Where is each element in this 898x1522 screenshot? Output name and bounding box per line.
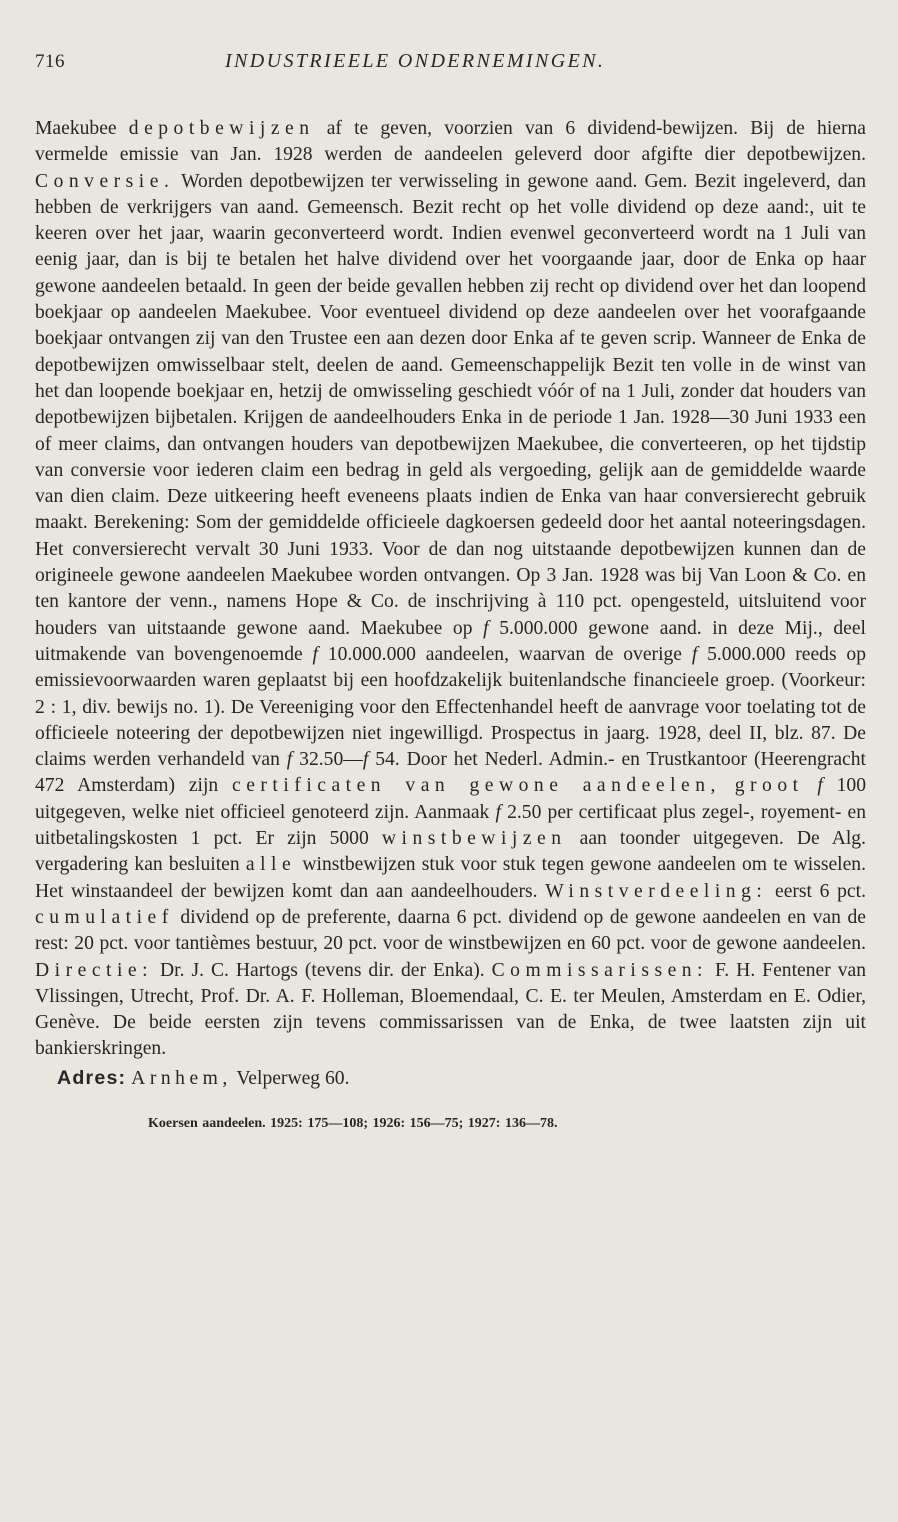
florin-symbol: f [362, 749, 369, 771]
address-city: Arnhem, [131, 1067, 232, 1089]
body-text-segment [804, 775, 818, 796]
spaced-emphasis-text: depotbewijzen [128, 118, 315, 139]
body-text-segment: F. H. Fentener van Vlissingen, Utrecht, Prof. Dr. A. F. Holleman, Bloemendaal, C. E. ter Meulen, Amsterdam en E. Odier, Genève. De beide eersten zijn tevens commissarissen van de Enka, de twee laatsten zijn uit bankierskringen. [35, 959, 866, 1060]
spaced-emphasis-text: certificaten van gewone aandeelen, [232, 775, 721, 797]
spaced-emphasis-text: winstbewijzen [381, 828, 567, 850]
share-prices-footer: Koersen aandeelen. 1925: 175—108; 1926: 156—75; 1927: 136—78. [148, 1115, 558, 1131]
body-text-segment: dividend op de preferente, daarna 6 pct. dividend op de gewone aandeelen en van de rest: 20 pct. voor tantièmes bestuur, 20 pct. voor de winstbewijzen en 60 pct. voor de gewone aandeelen. [35, 906, 866, 955]
address-street: Velperweg 60. [231, 1067, 350, 1089]
body-text-segment: 54. Door het Nederl. Admin.- en Trustkantoor (Heerengracht 472 Amsterdam) zijn [35, 749, 866, 797]
body-text-segment: 10.000.000 aandeelen, waarvan de overige [317, 643, 692, 665]
body-text-segment: Maekubee [35, 118, 129, 139]
body-text-segment: eerst 6 pct. [767, 880, 866, 902]
florin-symbol: f [691, 643, 698, 665]
body-paragraph [35, 116, 866, 1063]
running-title: INDUSTRIEELE ONDERNEMINGEN. [225, 50, 606, 72]
spaced-emphasis-text: Conversie. [35, 170, 175, 192]
body-text-segment: 32.50— [292, 749, 363, 771]
body-text-segment: 5.000.000 reeds op emissievoorwaarden waren geplaatst bij een hoofdzakelijk buitenlandsche financieele groep. (Voorkeur: 2 : 1, div. bewijs no. 1). De Vereeniging voor den Effectenhandel heeft de aanvrage voor toelating tot de officieele noteering der depotbewijzen niet ingewilligd. Prospectus in jaarg. 1928, deel II, blz. 87. De claims werden verhandeld van [35, 643, 867, 771]
spaced-emphasis-text: Winstverdeeling: [545, 880, 768, 902]
spaced-emphasis-text: cumulatief [35, 906, 174, 928]
florin-symbol: f [495, 801, 501, 823]
body-text-segment: winstbewijzen stuk voor stuk tegen gewone aandeelen om te wisselen. Het winstaandeel der bewijzen komt dan aan aandeelhouders. [35, 854, 866, 902]
florin-symbol: f [312, 643, 318, 665]
florin-symbol: f [286, 749, 293, 771]
spaced-emphasis-text: groot [734, 775, 804, 797]
spaced-emphasis-text: alle [245, 854, 297, 876]
spaced-emphasis-text: Commissarissen: [491, 959, 709, 981]
address-label: Adres: [57, 1066, 127, 1089]
florin-symbol: f [483, 617, 489, 639]
body-text-segment: Worden depotbewijzen ter verwisseling in gewone aand. Gem. Bezit ingeleverd, dan hebben de verkrijgers van aand. Gemeensch. Bezit recht op het volle dividend op deze aand:, uit te keeren over het jaar, waarin geconverteerd wordt. Indien evenwel geconverteerd wordt na 1 Juli van eenig jaar, dan is bij te betalen het halve dividend over het voorgaande jaar, door de Enka op haar gewone aandeelen betaald. In geen der beide gevallen hebben zij recht op dividend over het dan loopend boekjaar op aandeelen Maekubee. Voor eventueel dividend op deze aandeelen over het voorafgaande boekjaar ontvangen zij van den Trustee een aan dezen door Enka af te geven scrip. Wanneer de Enka de depotbewijzen omwisselbaar stelt, deelen de aand. Gemeenschappelijk Bezit ten volle in de winst van het dan loopende boekjaar en, hetzij de omwisseling geschiedt vóór of na 1 Juli, zonder dat houders van depotbewijzen bijbetalen. Krijgen de aandeelhouders Enka in de periode 1 Jan. 1928—30 Juni 1933 een of meer claims, dan ontvangen houders van depotbewijzen Maekubee, die converteeren, op het tijdstip van conversie voor iederen claim een bedrag in geld als vergoeding, gelijk aan de gemiddelde waarde van dien claim. Deze uitkeering heeft eveneens plaats indien de Enka van haar conversierecht gebruik maakt. Berekening: Som der gemiddelde officieele dagkoersen gedeeld door het aantal noteeringsdagen. Het conversierecht vervalt 30 Juni 1933. Voor de dan nog uitstaande depotbewijzen kunnen dan de origineele gewone aandeelen Maekubee worden ontvangen. Op 3 Jan. 1928 was bij Van Loon & Co. en ten kantore der venn., namens Hope & Co. de inschrijving à 110 pct. opengesteld, uitsluitend voor houders van uitstaande gewone aand. Maekubee op [35, 170, 866, 639]
body-text-segment: Dr. J. C. Hartogs (tevens dir. der Enka). [153, 959, 492, 981]
florin-symbol: f [817, 775, 823, 797]
page-header [35, 50, 866, 90]
page-number: 716 [35, 51, 65, 72]
body-text-segment: 2.50 per certificaat plus zegel-, royement- en uitbetalingskosten 1 pct. Er zijn 5000 [35, 801, 866, 850]
body-text-segment [721, 775, 735, 796]
body-text-segment: aan toonder uitgegeven. De Alg. vergadering kan besluiten [35, 828, 866, 876]
address-line [35, 1065, 866, 1092]
body-text-segment: 5.000.000 gewone aand. in deze Mij., deel uitmakende van bovengenoemde [35, 617, 866, 665]
spaced-emphasis-text: Directie: [35, 959, 154, 981]
body-text-segment: af te geven, voorzien van 6 dividend-bewijzen. Bij de hierna vermelde emissie van Jan. 1928 werden de aandeelen geleverd door afgifte dier depotbewijzen. [35, 118, 866, 166]
body-text-segment: 100 uitgegeven, welke niet officieel genoteerd zijn. Aanmaak [35, 775, 867, 823]
